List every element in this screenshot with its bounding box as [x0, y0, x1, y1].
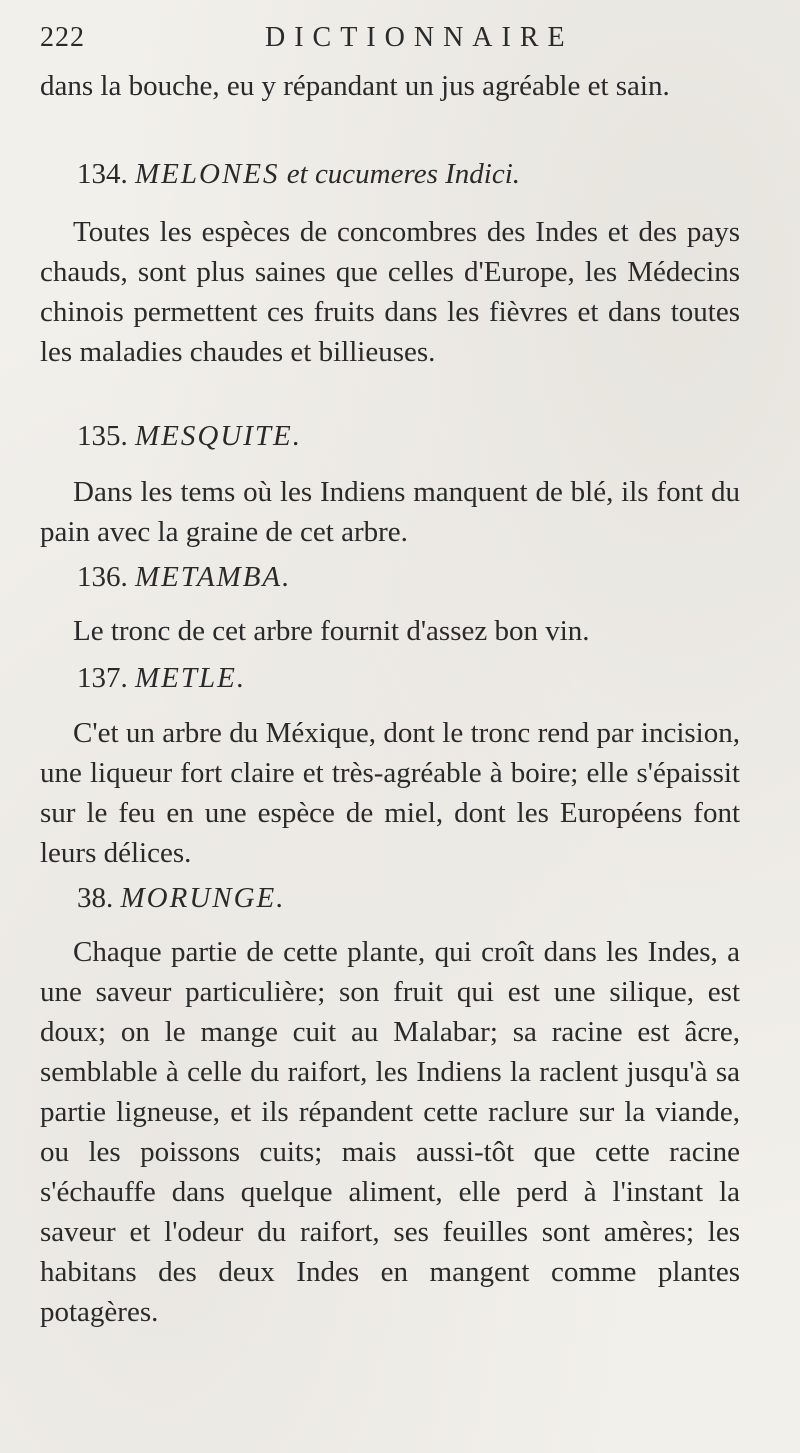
entry-number: 136. — [77, 561, 128, 593]
entry-text: Le tronc de cet arbre fournit d'assez bon vin. — [73, 615, 590, 647]
entry-heading — [77, 561, 291, 594]
entry-text: Toutes les espèces de concombres des Indes et des pays chauds, sont plus saines que celles d'Europe, les Médecins chinois permettent ces fruits dans les fièvres et dans toutes les maladies chaudes et billieuses. — [40, 216, 740, 368]
entry-heading — [77, 158, 520, 191]
entry-title: METLE. — [135, 662, 247, 694]
page-number: 222 — [40, 22, 85, 53]
entry-subtitle: cucumeres Indici. — [314, 158, 521, 190]
entry-text: Chaque partie de cette plante, qui croît dans les Indes, a une saveur particulière; son fruit qui est une silique, est doux; on le mange cuit au Malabar; sa racine est âcre, semblable à celle du raifort, les Indiens la raclent jusqu'à sa partie ligneuse, et ils répandent cette raclure sur la viande, ou les poissons cuits; mais aussi-tôt que cette racine s'échauffe dans quelque aliment, elle perd à l'instant la saveur et l'odeur du raifort, ses feuilles sont amères; les habitans des deux Indes en mangent comme plantes potagères. — [40, 936, 740, 1328]
entry-heading — [77, 662, 246, 695]
entry-text: C'et un arbre du Méxique, dont le tronc rend par incision, une liqueur fort claire et très-agréable à boire; elle s'épaissit sur le feu en une espèce de miel, dont les Européens font leurs délices. — [40, 717, 740, 869]
running-title: DICTIONNAIRE — [265, 22, 574, 53]
entry-title: METAMBA. — [135, 561, 292, 593]
entry-connector: et — [286, 158, 308, 190]
entry-heading — [77, 420, 302, 453]
entry-title: MESQUITE. — [135, 420, 303, 452]
entry-text: Dans les tems où les Indiens manquent de blé, ils font du pain avec la graine de cet arbre. — [40, 476, 740, 548]
entry-heading — [77, 882, 286, 915]
entry-title: MELONES — [135, 158, 280, 190]
entry-number: 38. — [77, 882, 114, 914]
entry-number: 137. — [77, 662, 128, 694]
page-header — [40, 18, 760, 58]
entry-title: MORUNGE. — [120, 882, 286, 914]
continuation-text: dans la bouche, eu y répandant un jus agréable et sain. — [40, 70, 670, 102]
entry-number: 135. — [77, 420, 128, 452]
entry-number: 134. — [77, 158, 128, 190]
